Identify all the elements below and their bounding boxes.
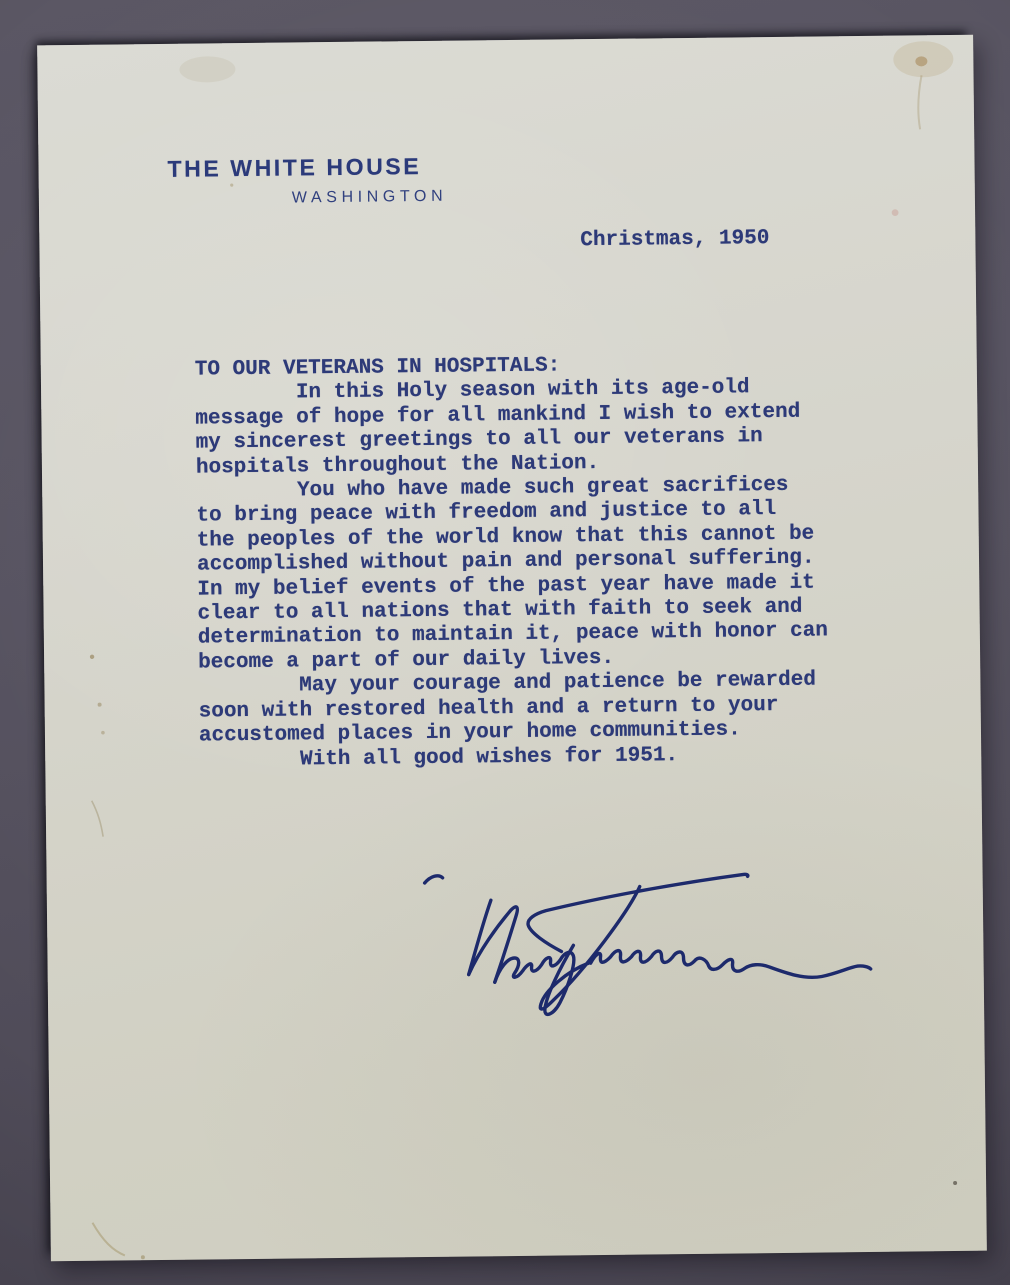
signature-harry-truman (412, 862, 894, 1031)
date-line: Christmas, 1950 (580, 227, 770, 253)
letter-page (37, 35, 987, 1262)
paragraph-2: You who have made such great sacrifices to bring peace with freedom and justice to all the peoples of the world know that this cannot be accomplished without pain and personal suffering. In my belief events of the past year have made it clear to all nations that with faith to seek and determination to maintain it, peace with honor can become a part of our daily lives. (196, 473, 829, 675)
paragraph-3: May your courage and patience be rewarded soon with restored health and a return to your accustomed places in your home communities. (198, 668, 817, 748)
paragraph-1: In this Holy season with its age-old message of hope for all mankind I wish to extend my sincerest greetings to all our veterans in hospitals throughout the Nation. (194, 376, 801, 480)
letter-body (195, 351, 830, 773)
letterhead-title: THE WHITE HOUSE (167, 152, 422, 182)
salutation: TO OUR VETERANS IN HOSPITALS: (194, 354, 561, 382)
letterhead-subtitle: WASHINGTON (291, 187, 448, 207)
closing-line: With all good wishes for 1951. (199, 743, 679, 773)
